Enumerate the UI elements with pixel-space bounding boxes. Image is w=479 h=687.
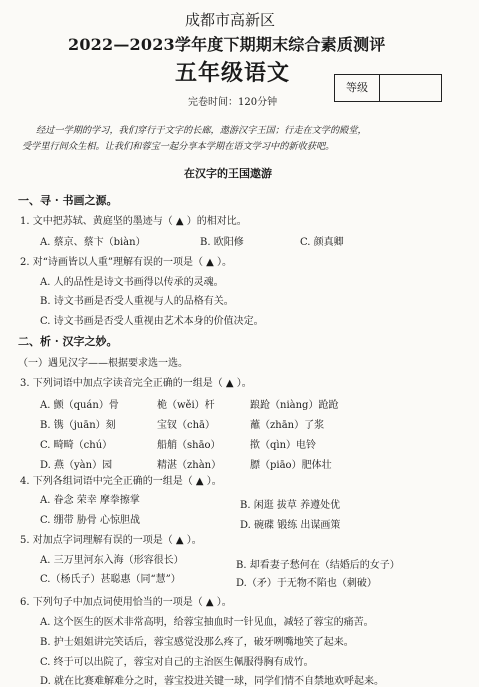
q6-option-d[interactable]: D. 就在比赛难解难分之时，蓉宝投进关键一球，同学们情不自禁地欢呼起来。 (40, 676, 385, 687)
q3-option-b-1[interactable]: B. 镌（juān）刻 (40, 420, 116, 431)
section2-subheading: （一）遇见汉字——根据要求选一选。 (18, 358, 188, 369)
section1-heading: 一、寻 · 书画之源。 (18, 194, 118, 207)
exam-title: 2022—2023学年度下期期末综合素质测评 (68, 35, 386, 54)
q4-option-c[interactable]: C. 绷带 胁骨 心惊胆战 (40, 515, 141, 526)
q3-option-c-1[interactable]: C. 畸畸（chú） (40, 440, 113, 451)
q3-option-d-1[interactable]: D. 燕（yàn）园 (40, 460, 113, 471)
q3-option-c-3: 揿（qìn）电铃 (250, 440, 317, 451)
q4-option-b[interactable]: B. 闲逛 拔草 养遵处优 (240, 500, 341, 511)
q3-option-b-2: 宝钗（chā） (157, 420, 216, 431)
q1-option-c[interactable]: C. 颜真卿 (300, 237, 344, 248)
q1-option-a[interactable]: A. 蔡京、蔡卞（biàn） (40, 237, 146, 248)
q4-option-d[interactable]: D. 碗碟 锻练 出谋画策 (240, 520, 341, 531)
q2-stem: 2. 对“诗画皆以人重”理解有误的一项是（ ▲ ）。 (20, 257, 232, 268)
q5-stem: 5. 对加点字词理解有误的一项是（ ▲ ）。 (20, 535, 202, 546)
q6-option-b[interactable]: B. 护士姐姐讲完笑话后，蓉宝感觉没那么疼了，破牙咧嘴地笑了起来。 (40, 637, 354, 648)
q6-stem: 6. 下列句子中加点词使用恰当的一项是（ ▲ ）。 (20, 597, 232, 608)
q2-option-b[interactable]: B. 诗文书画是否受人重视与人的品格有关。 (40, 296, 234, 307)
main-title: 在汉字的王国遨游 (184, 167, 272, 180)
q3-option-c-2: 船艄（shāo） (157, 440, 221, 451)
q1-stem: 1. 文中把苏轼、黄庭坚的墨迹与（ ▲ ）的相对比。 (20, 216, 247, 227)
q2-option-a[interactable]: A. 人的品性是诗文书画得以传承的灵魂。 (40, 277, 224, 288)
q5-option-b[interactable]: B. 却看妻子愁何在（结婚后的女子） (236, 560, 400, 571)
grade-box (334, 74, 442, 102)
q3-stem: 3. 下列词语中加点字读音完全正确的一组是（ ▲ ）。 (20, 378, 252, 389)
q1-option-b[interactable]: B. 欧阳修 (200, 237, 244, 248)
grade-value-cell[interactable] (380, 75, 441, 101)
intro-line-2: 受学里行间众生相。让我们和蓉宝一起分享本学期在语文学习中的新收获吧。 (22, 141, 335, 152)
q3-option-d-2: 精湛（zhàn） (157, 460, 222, 471)
q2-option-c[interactable]: C. 诗文书画是否受人重视由艺术本身的价值决定。 (40, 316, 264, 327)
q3-option-d-3: 膘（piāo）肥体壮 (250, 460, 332, 471)
q3-option-a-2: 桅（wěi）杆 (157, 400, 215, 411)
q5-option-c[interactable]: C.（杨氏子）甚聪惠（同“慧”） (40, 574, 181, 585)
q4-option-a[interactable]: A. 眷念 荣幸 摩拳擦掌 (40, 495, 140, 506)
intro-line-1: 经过一学期的学习，我们穿行于文字的长廊，遨游汉字王国；行走在文学的殿堂， (36, 125, 367, 136)
section2-heading: 二、析 · 汉字之妙。 (18, 335, 118, 348)
subject-title: 五年级语文 (175, 60, 291, 86)
exam-duration: 完卷时间：120分钟 (188, 97, 278, 108)
q4-stem: 4. 下列各组词语中完全正确的一组是（ ▲ ）。 (20, 476, 222, 487)
q3-option-a-3: 踉跄（niàng）跄跄 (250, 400, 339, 411)
q5-option-d[interactable]: D.（矛）于无物不陷也（刺破） (236, 578, 377, 589)
q3-option-b-3: 蘸（zhān）了浆 (250, 420, 325, 431)
q5-option-a[interactable]: A. 三万里河东入海（形容很长） (40, 555, 184, 566)
q6-option-a[interactable]: A. 这个医生的医术非常高明，给蓉宝抽血时一针见血，减轻了蓉宝的痛苦。 (40, 617, 374, 628)
school-name: 成都市高新区 (185, 11, 276, 29)
q6-option-c[interactable]: C. 终于可以出院了，蓉宝对自己的主治医生佩服得胸有成竹。 (40, 657, 314, 668)
q3-option-a-1[interactable]: A. 颤（quán）骨 (40, 400, 119, 411)
grade-label: 等级 (335, 75, 380, 101)
